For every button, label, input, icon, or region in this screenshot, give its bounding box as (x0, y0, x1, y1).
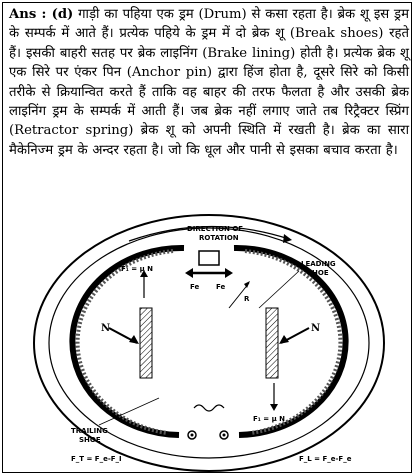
retractor-spring (194, 405, 224, 411)
trailing-lining (78, 251, 173, 433)
answer-body: गाड़ी का पहिया एक ड्रम (Drum) से कसा रहता है। ब्रेक शू इस ड्रम के सम्पर्क में आते हैं। प्रत्येक पहिये के ड्रम में दो ब्रेक शू (Break shoes) रहते हैं। इसकी बाहरी सतह पर ब्रेक लाइनिंग (Brake lining) होती है। प्रत्येक ब्रेक शू एक सिरे पर एंकर पिन (Anchor pin) द्वारा हिंज होता है, दूसरे सिरे को किसी तरीके से क्रियान्वित करते हैं ताकि वह बाहर की तरफ फैलता है और उसकी ब्रेक लाइनिंग ड्रम के सम्पर्क में आती हैं। जब ब्रेक नहीं लगाए जाते तब रिट्रैक्टर स्प्रिंग (Retractor spring) ब्रेक शू को अपनी स्थिति में रखती है। ब्रेक का सारा मैकेनिज्म ड्रम के अन्दर रहता है। जो कि धूल और पानी से इसका बचाव करता है। (9, 7, 409, 158)
fe-right-label: Fe (216, 283, 226, 291)
answer-prefix: Ans : (d) (9, 7, 74, 22)
f1-top-left-label: F₁ = μ N (121, 265, 154, 273)
leading-label-line2: SHOE (307, 269, 329, 277)
ft-equation: F_T = F_e-F_I (71, 455, 122, 463)
leading-leader (259, 271, 299, 308)
trailing-label-line1: TRAILING (71, 427, 108, 435)
answer-paragraph (9, 5, 409, 160)
left-lining-pad (140, 308, 152, 378)
leading-lining (245, 251, 340, 433)
brake-drum-diagram (9, 203, 411, 473)
leading-shoe (234, 248, 346, 435)
answer-box (2, 2, 412, 473)
fl-equation: F_L = F_e-F_e (299, 455, 352, 463)
actuator-cam (199, 251, 219, 265)
trailing-label-line2: SHOE (79, 436, 101, 444)
r-label: R (244, 295, 250, 303)
direction-label-line2: ROTATION (199, 234, 239, 242)
leading-label-line1: LEADING (301, 260, 336, 268)
f1-bottom-right-label: F₁ = μ N (253, 415, 286, 423)
fe-left-label: Fe (190, 283, 200, 291)
n-right-label: N (311, 323, 321, 334)
right-lining-pad (266, 308, 278, 378)
n-left-label: N (101, 323, 111, 334)
trailing-shoe (72, 248, 184, 435)
direction-label-line1: DIRECTION OF (187, 225, 244, 233)
